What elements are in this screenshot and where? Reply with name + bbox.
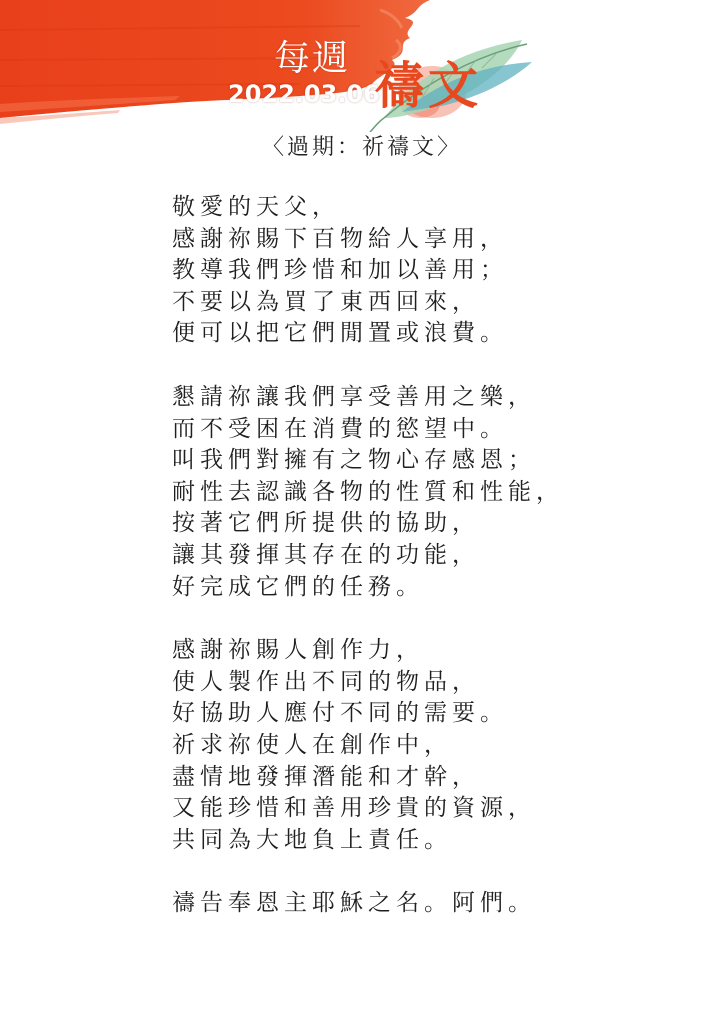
prayer-line: 便可以把它們閒置或浪費。 bbox=[172, 320, 508, 347]
prayer-line: 按著它們所提供的協助， bbox=[172, 510, 480, 537]
weekly-title-text: 每週 bbox=[274, 38, 351, 79]
prayer-line: 感謝祢賜人創作力， bbox=[172, 637, 424, 664]
prayer-line: 使人製作出不同的物品， bbox=[172, 668, 480, 695]
prayer-line: 感謝祢賜下百物給人享用， bbox=[172, 225, 508, 252]
prayer-line: 敬愛的天父， bbox=[172, 194, 340, 220]
stanza-1 bbox=[172, 192, 692, 350]
prayer-body bbox=[172, 192, 692, 952]
stanza-4 bbox=[172, 888, 692, 920]
prayer-line: 好完成它們的任務。 bbox=[172, 573, 424, 600]
prayer-line: 不要以為買了東西回來， bbox=[172, 288, 480, 315]
prayer-line: 讓其發揮其存在的功能， bbox=[172, 541, 480, 568]
stanza-3 bbox=[172, 635, 692, 856]
prayer-line: 共同為大地負上責任。 bbox=[172, 826, 452, 853]
prayer-line: 教導我們珍惜和加以善用； bbox=[172, 257, 508, 284]
prayer-date: 2022.03.06 bbox=[228, 80, 380, 108]
prayer-line: 懇請祢讓我們享受善用之樂， bbox=[172, 383, 536, 410]
prayer-line: 叫我們對擁有之物心存感恩； bbox=[172, 447, 536, 474]
prayer-line: 耐性去認識各物的性質和性能， bbox=[172, 478, 564, 505]
stanza-2 bbox=[172, 382, 692, 603]
prayer-line: 而不受困在消費的慾望中。 bbox=[172, 415, 508, 442]
prayer-line: 又能珍惜和善用珍貴的資源， bbox=[172, 795, 536, 822]
prayer-line: 祈求祢使人在創作中， bbox=[172, 731, 452, 758]
prayer-line: 好協助人應付不同的需要。 bbox=[172, 700, 508, 727]
prayer-line: 盡情地發揮潛能和才幹， bbox=[172, 763, 480, 790]
prayer-subtitle: 〈過期：祈禱文〉 bbox=[261, 135, 462, 160]
prayer-title-text: 禱文 bbox=[374, 56, 482, 115]
prayer-line: 禱告奉恩主耶穌之名。阿們。 bbox=[172, 890, 536, 917]
